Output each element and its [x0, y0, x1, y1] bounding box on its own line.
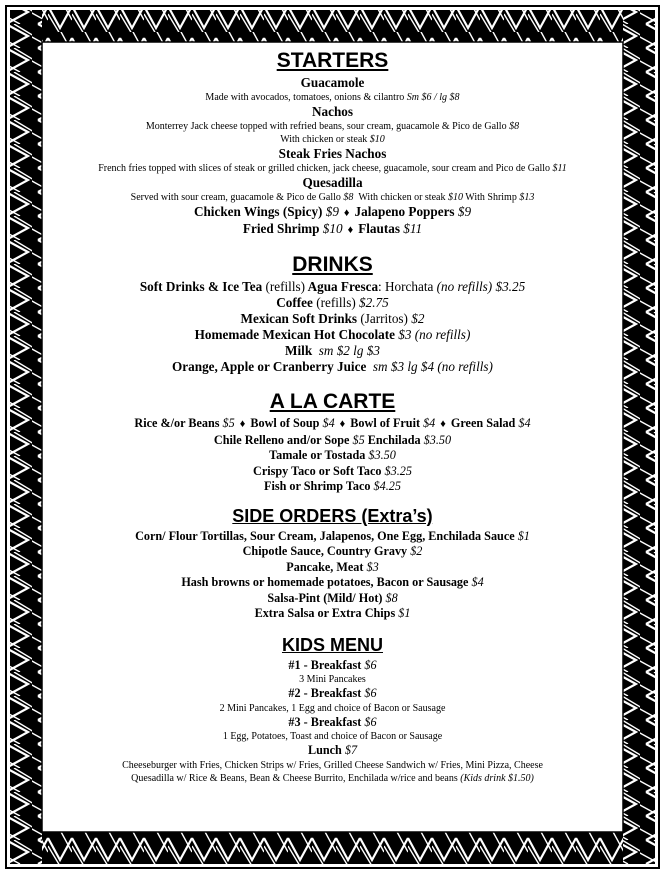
sides-line-6: Extra Salsa or Extra Chips $1	[254, 606, 411, 620]
kids-lunch-desc-2: Quesadilla w/ Rice & Beans, Bean & Cheese Burrito, Enchilada w/rice and beans (Kids drink $1.50)	[131, 772, 534, 784]
alacarte-line-4: Crispy Taco or Soft Taco $3.25	[253, 463, 412, 478]
alacarte-heading: A LA CARTE	[269, 390, 396, 413]
sides-line-1: Corn/ Flour Tortillas, Sour Cream, Jalapenos, One Egg, Enchilada Sauce $1	[135, 528, 530, 543]
starters-heading: STARTERS	[276, 49, 389, 72]
diamond-icon: ♦	[440, 418, 446, 430]
alacarte-line-3: Tamale or Tostada $3.50	[269, 448, 396, 462]
kids-heading: KIDS MENU	[281, 634, 383, 655]
nachos-desc: Monterrey Jack cheese topped with refried beans, sour cream, guacamole & Pico de Gallo $8	[145, 121, 520, 132]
diamond-icon: ♦	[343, 207, 350, 219]
kids-breakfast-1: #1 - Breakfast $6	[288, 657, 377, 672]
alacarte-line-2: Chile Relleno and/or Sope $5 Enchilada $3.50	[213, 432, 452, 447]
drinks-heading: DRINKS	[292, 253, 373, 276]
sides-line-5: Salsa-Pint (Mild/ Hot) $8	[267, 590, 398, 605]
kids-breakfast-2-desc: 2 Mini Pancakes, 1 Egg and choice of Bacon or Sausage	[219, 702, 446, 714]
drinks-line-5: Milk sm $2 lg $3	[285, 343, 380, 358]
alacarte-line-5: Fish or Shrimp Taco $4.25	[264, 479, 401, 493]
kids-breakfast-3: #3 - Breakfast $6	[288, 714, 377, 729]
diamond-icon: ♦	[347, 224, 354, 236]
diamond-icon: ♦	[339, 418, 346, 430]
menu-content	[44, 44, 621, 830]
nachos-extra: With chicken or steak $10	[280, 134, 385, 145]
guacamole-desc: Made with avocados, tomatoes, onions & cilantro Sm $6 / lg $8	[205, 92, 460, 103]
kids-breakfast-3-desc: 1 Egg, Potatoes, Toast and choice of Bacon or Sausage	[222, 731, 443, 742]
guacamole-name: Guacamole	[300, 75, 365, 90]
drinks-line-1: Soft Drinks & Ice Tea (refills) Agua Fresca: Horchata (no refills) $3.25	[139, 279, 526, 294]
steak-fries-name: Steak Fries Nachos	[278, 146, 387, 161]
drinks-line-6: Orange, Apple or Cranberry Juice sm $3 lg $4 (no refills)	[172, 359, 493, 374]
diamond-icon: ♦	[239, 418, 246, 430]
sides-line-2: Chipotle Sauce, Country Gravy $2	[242, 544, 423, 558]
steak-fries-desc: French fries topped with slices of steak or grilled chicken, jack cheese, guacamole, sour cream and Pico de Gallo $11	[98, 163, 567, 174]
kids-breakfast-2: #2 - Breakfast $6	[288, 686, 377, 700]
kids-lunch-desc-1: Cheeseburger with Fries, Chicken Strips w/ Fries, Grilled Cheese Sandwich w/ Fries, Mini Pizza, Cheese	[122, 759, 543, 771]
kids-breakfast-1-desc: 3 Mini Pancakes	[299, 674, 366, 685]
kids-lunch: Lunch $7	[307, 743, 358, 757]
nachos-name: Nachos	[311, 104, 354, 119]
alacarte-line-1: Rice &/or Beans $5 ♦ Bowl of Soup $4 ♦ Bowl of Fruit $4 ♦ Green Salad $4	[44, 416, 621, 433]
quesadilla-desc: Served with sour cream, guacamole & Pico de Gallo $8 With chicken or steak $10 With Shrimp $13	[130, 192, 535, 203]
shrimp-flautas-line: Fried Shrimp $10 ♦ Flautas $11	[242, 221, 423, 236]
drinks-line-4: Homemade Mexican Hot Chocolate $3 (no refills)	[194, 327, 471, 342]
sides-line-3: Pancake, Meat $3	[286, 559, 379, 574]
sides-heading: SIDE ORDERS (Extra’s)	[232, 505, 433, 526]
drinks-line-3: Mexican Soft Drinks (Jarritos) $2	[240, 311, 425, 326]
drinks-line-2: Coffee (refills) $2.75	[276, 295, 389, 310]
wings-poppers-line: Chicken Wings (Spicy) $9 ♦ Jalapeno Poppers $9	[193, 204, 472, 219]
quesadilla-name: Quesadilla	[302, 175, 363, 190]
sides-line-4: Hash browns or homemade potatoes, Bacon or Sausage $4	[181, 575, 484, 589]
